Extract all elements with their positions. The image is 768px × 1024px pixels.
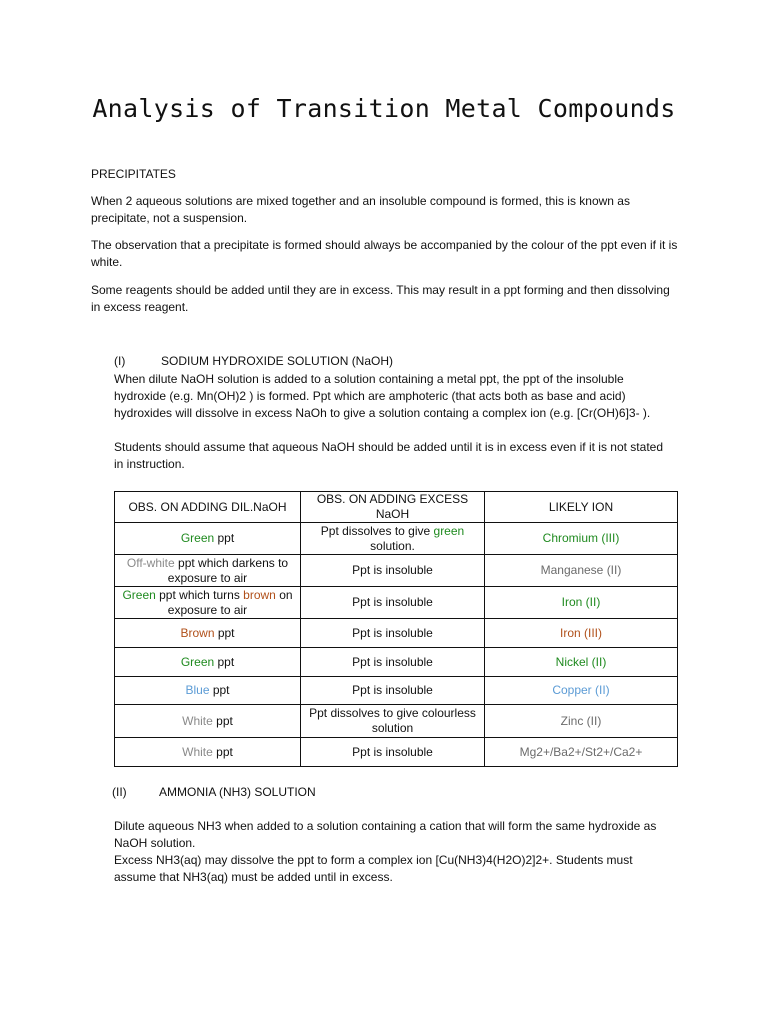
dil-cell <box>115 648 301 677</box>
table-row <box>115 523 678 555</box>
dil-cell <box>115 523 301 555</box>
ion-cell: Nickel (II) <box>485 648 678 677</box>
ion-cell: Iron (III) <box>485 619 678 648</box>
table-row <box>115 555 678 587</box>
colour-word: Off-white <box>126 555 175 570</box>
colour-word: Green <box>122 587 156 602</box>
colour-word: Blue <box>185 683 210 697</box>
ion-cell: Copper (II) <box>485 677 678 705</box>
section-2-title: AMMONIA (NH3) SOLUTION <box>159 785 316 799</box>
section-1-paragraph-1: When dilute NaOH solution is added to a solution containing a metal ppt, the ppt of the insoluble hydroxide (e.g. Mn(OH)2 ) is formed. Ppt which are amphoteric (that acts both as base and acid) hydroxides will dissolve in excess NaOh to give a solution containg a complex ion (e.g. [Cr(OH)6]3- ). <box>114 372 651 420</box>
dil-cell <box>115 705 301 738</box>
section-2-paragraph-1: Dilute aqueous NH3 when added to a solution containing a cation that will form the same hydroxide as NaOH solution. <box>114 819 657 850</box>
table-row <box>115 619 678 648</box>
table-row <box>115 738 678 767</box>
dil-cell <box>115 738 301 767</box>
precipitates-paragraph-3: Some reagents should be added until they are in excess. This may result in a ppt forming and then dissolving in excess reagent. <box>91 283 670 314</box>
excess-cell: Ppt is insoluble <box>301 587 485 619</box>
precipitates-paragraph-1: When 2 aqueous solutions are mixed together and an insoluble compound is formed, this is known as precipitate, not a suspension. <box>91 194 630 225</box>
cell-text: ppt <box>209 683 230 697</box>
excess-cell: Ppt is insoluble <box>301 555 485 587</box>
colour-word: White <box>182 713 213 728</box>
table-row <box>115 587 678 619</box>
colour-word: Green <box>180 531 215 545</box>
ion-cell: Chromium (III) <box>485 523 678 555</box>
cell-text: ppt <box>214 654 235 669</box>
excess-cell: Ppt is insoluble <box>301 619 485 648</box>
header-likely-ion: LIKELY ION <box>485 492 678 523</box>
table-header-row <box>115 492 678 523</box>
dil-cell <box>115 587 301 619</box>
cell-text: ppt <box>214 625 235 640</box>
section-1-number: (I) <box>114 354 126 368</box>
header-dil-naoh: OBS. ON ADDING DIL.NaOH <box>115 492 301 523</box>
colour-word: brown <box>243 587 276 602</box>
dil-cell <box>115 677 301 705</box>
section-2-paragraph-2: Excess NH3(aq) may dissolve the ppt to form a complex ion [Cu(NH3)4(H2O)2]2+. Students must assume that NH3(aq) must be added until in excess. <box>114 853 633 884</box>
excess-cell <box>301 523 485 555</box>
observations-table <box>114 491 678 767</box>
section-1-title: SODIUM HYDROXIDE SOLUTION (NaOH) <box>161 354 394 368</box>
cell-text: on exposure to air <box>167 587 293 617</box>
colour-word: Brown <box>180 625 215 640</box>
section-1-paragraph-2: Students should assume that aqueous NaOH should be added until it is in excess even if it is not stated in instruction. <box>114 440 663 471</box>
precipitates-paragraph-2: The observation that a precipitate is formed should always be accompanied by the colour of the ppt even if it is white. <box>91 238 678 269</box>
page-title: Analysis of Transition Metal Compounds <box>92 94 676 123</box>
dil-cell <box>115 619 301 648</box>
cell-text: ppt which darkens to exposure to air <box>167 555 289 585</box>
excess-cell: Ppt dissolves to give colourless solution <box>301 705 485 738</box>
section-2-number: (II) <box>112 785 127 799</box>
colour-word: White <box>182 744 213 759</box>
ion-cell: Zinc (II) <box>485 705 678 738</box>
colour-word: Green <box>180 654 215 669</box>
excess-cell: Ppt is insoluble <box>301 677 485 705</box>
ion-cell: Iron (II) <box>485 587 678 619</box>
cell-text: ppt <box>212 713 233 728</box>
cell-text: ppt <box>214 531 235 545</box>
excess-cell: Ppt is insoluble <box>301 738 485 767</box>
cell-text: ppt <box>212 744 233 759</box>
precipitates-heading: PRECIPITATES <box>91 167 176 181</box>
dil-cell <box>115 555 301 587</box>
table-row <box>115 648 678 677</box>
ion-cell: Mg2+/Ba2+/St2+/Ca2+ <box>485 738 678 767</box>
table-row <box>115 705 678 738</box>
cell-text: solution. <box>370 538 415 553</box>
table-row <box>115 677 678 705</box>
cell-text: ppt which turns <box>155 587 244 602</box>
cell-text: Ppt dissolves to give <box>320 523 434 538</box>
colour-word: green <box>433 523 465 538</box>
excess-cell: Ppt is insoluble <box>301 648 485 677</box>
ion-cell: Manganese (II) <box>485 555 678 587</box>
header-excess-naoh: OBS. ON ADDING EXCESS NaOH <box>301 492 485 523</box>
